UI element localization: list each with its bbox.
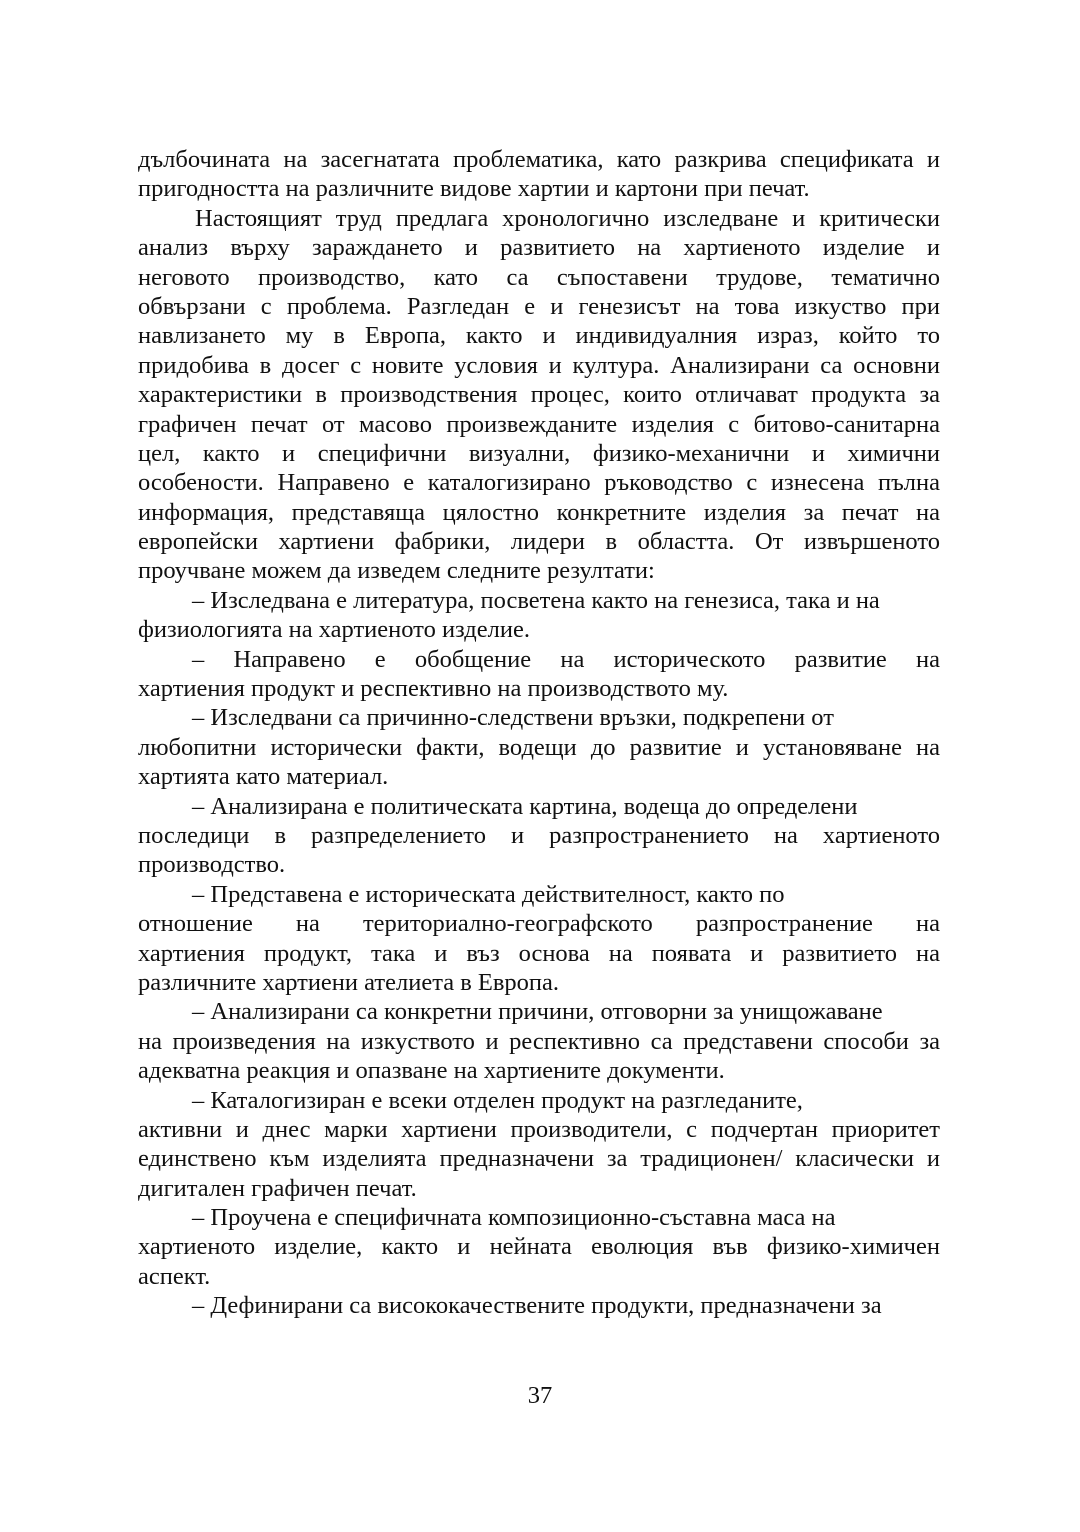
text-line: адекватна реакция и опазване на хартиените документи. xyxy=(138,1057,725,1085)
text-line: активни и днес марки хартиени производители, с подчертан приоритет xyxy=(138,1115,940,1143)
list-item-line: – Представена е историческата действителност, както по xyxy=(192,880,785,908)
text-line: дълбочината на засегнатата проблематика, като разкрива спецификата и xyxy=(138,146,940,173)
text-line: Настоящият труд предлага хронологично изследване и критически xyxy=(195,204,940,232)
text-line: на произведения на изкуството и респективно са представени способи за xyxy=(138,1027,940,1055)
text-line: производство. xyxy=(138,851,286,879)
list-item-line: – Изследвана е литература, посветена както на генезиса, така и на xyxy=(192,586,880,614)
text-line: отношение на териториално-географското разпространение на xyxy=(138,910,940,938)
text-line: особености. Направено е каталогизирано ръководство с изнесена пълна xyxy=(138,469,940,497)
text-line: любопитни исторически факти, водещи до развитие и установяване на xyxy=(138,733,940,761)
text-line: пригодността на различните видове хартии и картони при печат. xyxy=(138,175,810,203)
list-item-line: – Направено е обобщение на историческото развитие на xyxy=(192,645,940,673)
body-text xyxy=(138,145,940,1321)
text-line: графичен печат от масово произвежданите изделия с битово-санитарна xyxy=(138,410,940,438)
text-line: дигитален графичен печат. xyxy=(138,1174,417,1202)
text-line: хартиения продукт, така и въз основа на появата и развитието на xyxy=(138,939,940,967)
list-item-line: – Каталогизиран е всеки отделен продукт на разгледаните, xyxy=(192,1086,803,1114)
text-line: неговото производство, като са съпоставени трудове, тематично xyxy=(138,263,940,291)
text-line: информация, представяща цялостно конкретните изделия за печат на xyxy=(138,498,940,526)
text-line: характеристики в производствения процес, които отличават продукта за xyxy=(138,381,940,409)
text-line: европейски хартиени фабрики, лидери в областта. От извършеното xyxy=(138,528,940,556)
text-line: проучване можем да изведем следните резултати: xyxy=(138,557,655,585)
text-line: хартията като материал. xyxy=(138,763,389,791)
text-line: придобива в досег с новите условия и култура. Анализирани са основни xyxy=(138,351,940,379)
text-line: физиологията на хартиеното изделие. xyxy=(138,616,530,644)
text-line: аспект. xyxy=(138,1262,211,1290)
text-line: последици в разпределението и разпространението на хартиеното xyxy=(138,821,940,849)
list-item-line: – Анализирана е политическата картина, водеща до определени xyxy=(192,792,858,820)
text-line: различните хартиени ателиета в Европа. xyxy=(138,968,560,996)
text-line: анализ върху зараждането и развитието на хартиеното изделие и xyxy=(138,234,940,262)
list-item-line: – Анализирани са конкретни причини, отговорни за унищожаване xyxy=(192,998,883,1026)
text-line: обвързани с проблема. Разгледан е и генезисът на това изкуство при xyxy=(138,292,940,320)
text-line: хартиеното изделие, както и нейната еволюция във физико-химичен xyxy=(138,1233,940,1261)
page-number: 37 xyxy=(527,1382,553,1409)
text-line: хартиения продукт и респективно на производството му. xyxy=(138,675,729,703)
list-item-line: – Изследвани са причинно-следствени връзки, подкрепени от xyxy=(192,704,834,732)
text-line: цел, както и специфични визуални, физико-механични и химични xyxy=(138,439,940,467)
list-item-line: – Дефинирани са висококачествените продукти, предназначени за xyxy=(192,1292,882,1320)
list-item-line: – Проучена е специфичната композиционно-съставна маса на xyxy=(192,1204,836,1232)
text-line: навлизането му в Европа, както и индивидуалния израз, който то xyxy=(138,322,940,350)
text-line: единствено към изделията предназначени за традиционен/ класически и xyxy=(138,1145,940,1173)
